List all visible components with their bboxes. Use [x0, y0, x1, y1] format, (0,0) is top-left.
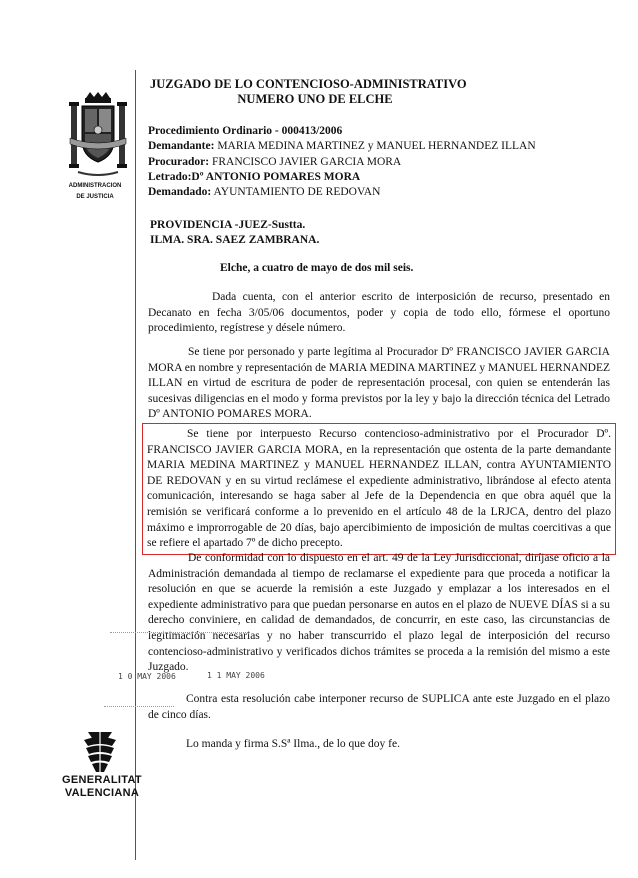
paragraph-4	[148, 551, 610, 676]
coat-of-arms-icon	[68, 92, 128, 184]
court-name: JUZGADO DE LO CONTENCIOSO-ADMINISTRATIVO	[150, 77, 467, 91]
procurador-label: Procurador:	[148, 155, 210, 168]
demandado-label: Demandado:	[148, 186, 212, 199]
procedimiento-row	[148, 124, 608, 139]
court-heading	[150, 77, 480, 107]
demandado-value: AYUNTAMIENTO DE REDOVAN	[213, 186, 381, 199]
stamp-smudge-2	[104, 706, 174, 708]
generalitat-label-line2: VALENCIANA	[64, 787, 140, 799]
demandante-row	[148, 139, 608, 154]
procurador-value: FRANCISCO JAVIER GARCIA MORA	[211, 155, 402, 168]
paragraph-4-text: De conformidad con lo dispuesto en el art. 49 de la Ley Jurisdiccional, diríjase oficio a la Administración demandada al tiempo de reclamarse el expediente para que proceda a notificar la resolución en que se acuerde la remisión a este Juzgado y emplazar a los interesados en el expediente administrativo para que puedan personarse en autos en el plazo de NUEVE DÍAS si a su derecho conviniere, en calidad de demandados, de concurrir, en este caso, las circunstancias de legitimación necesarias y no haber transcurrido el plazo legal de interposición del recurso contencioso-administrativo y verificados dichos trámites se proceda a la remisión del mismo a este Juzgado.	[148, 552, 610, 674]
demandado-row	[148, 185, 608, 200]
demandante-value: MARIA MEDINA MARTINEZ y MANUEL HERNANDEZ ILLAN	[217, 140, 536, 153]
crest-label	[50, 181, 140, 203]
case-metadata	[148, 124, 608, 200]
reception-stamp-date-2: 1 1 MAY 2006	[207, 671, 265, 680]
letrado: Letrado:Dº ANTONIO POMARES MORA	[148, 170, 361, 183]
court-number: NUMERO UNO DE ELCHE	[237, 92, 393, 106]
letrado-row	[148, 170, 608, 185]
crest-label-line1: ADMINISTRACION	[68, 183, 122, 189]
paragraph-5-text: Contra esta resolución cabe interponer recurso de SUPLICA ante este Juzgado en el plazo de cinco días.	[148, 693, 610, 721]
stamp-smudge	[110, 632, 250, 634]
paragraph-6-text: Lo manda y firma S.Sª Ilma., de lo que doy fe.	[186, 738, 400, 750]
generalitat-label-line1: GENERALITAT	[62, 774, 142, 786]
procedimiento: Procedimiento Ordinario - 000413/2006	[148, 125, 343, 137]
paragraph-5	[148, 692, 610, 723]
paragraph-6	[186, 737, 486, 753]
paragraph-2	[148, 345, 610, 423]
crest-label-line2: DE JUSTICIA	[76, 194, 114, 200]
paragraph-1-text: Dada cuenta, con el anterior escrito de interposición de recurso, presentado en Decanato en fecha 3/05/06 documentos, poder y copia de todo ello, fórmese el oportuno procedimiento, regístrese y désele número.	[148, 291, 610, 335]
paragraph-3-highlighted	[142, 423, 616, 555]
generalitat-label	[62, 774, 142, 800]
procurador-row	[148, 155, 608, 170]
date-line: Elche, a cuatro de mayo de dos mil seis.	[220, 262, 414, 274]
paragraph-3-text: Se tiene por interpuesto Recurso contencioso-administrativo por el Procurador Dº. FRANCISCO JAVIER GARCIA MORA, en la representación que ostenta de la parte demandante MARIA MEDINA MARTINEZ y MANUEL HERNANDEZ ILLAN, contra AYUNTAMIENTO DE REDOVAN y en su virtud reclámese el expediente administrativo, librándose al efecto atenta comunicación, interesando se haga saber al Jefe de la Dependencia en que obra aquél que la remisión se verificará conforme a lo prevenido en el artículo 48 de la LRJCA, dentro del plazo máximo e improrrogable de 20 días, bajo apercibimiento de imposición de multas coercitivas a que se refiere el apartado 7º de dicho precepto.	[147, 428, 611, 550]
paragraph-1	[148, 290, 610, 337]
providencia-line2: ILMA. SRA. SAEZ ZAMBRANA.	[150, 234, 320, 246]
generalitat-valenciana-logo-icon	[78, 728, 122, 774]
providencia-line1: PROVIDENCIA -JUEZ-Sustta.	[150, 219, 306, 231]
paragraph-2-text: Se tiene por personado y parte legítima al Procurador Dº FRANCISCO JAVIER GARCIA MORA en nombre y representación de MARIA MEDINA MARTINEZ y MANUEL HERNANDEZ ILLAN en virtud de escritura de poder de representación procesal, con quien se entenderán las sucesivas diligencias en el modo y forma previstos por la ley y bajo la dirección técnica del Letrado Dº ANTONIO POMARES MORA.	[148, 346, 610, 421]
demandante-label: Demandante:	[148, 140, 215, 153]
providencia-heading	[150, 218, 319, 248]
reception-stamp-date-1: 1 0 MAY 2006	[118, 672, 176, 681]
